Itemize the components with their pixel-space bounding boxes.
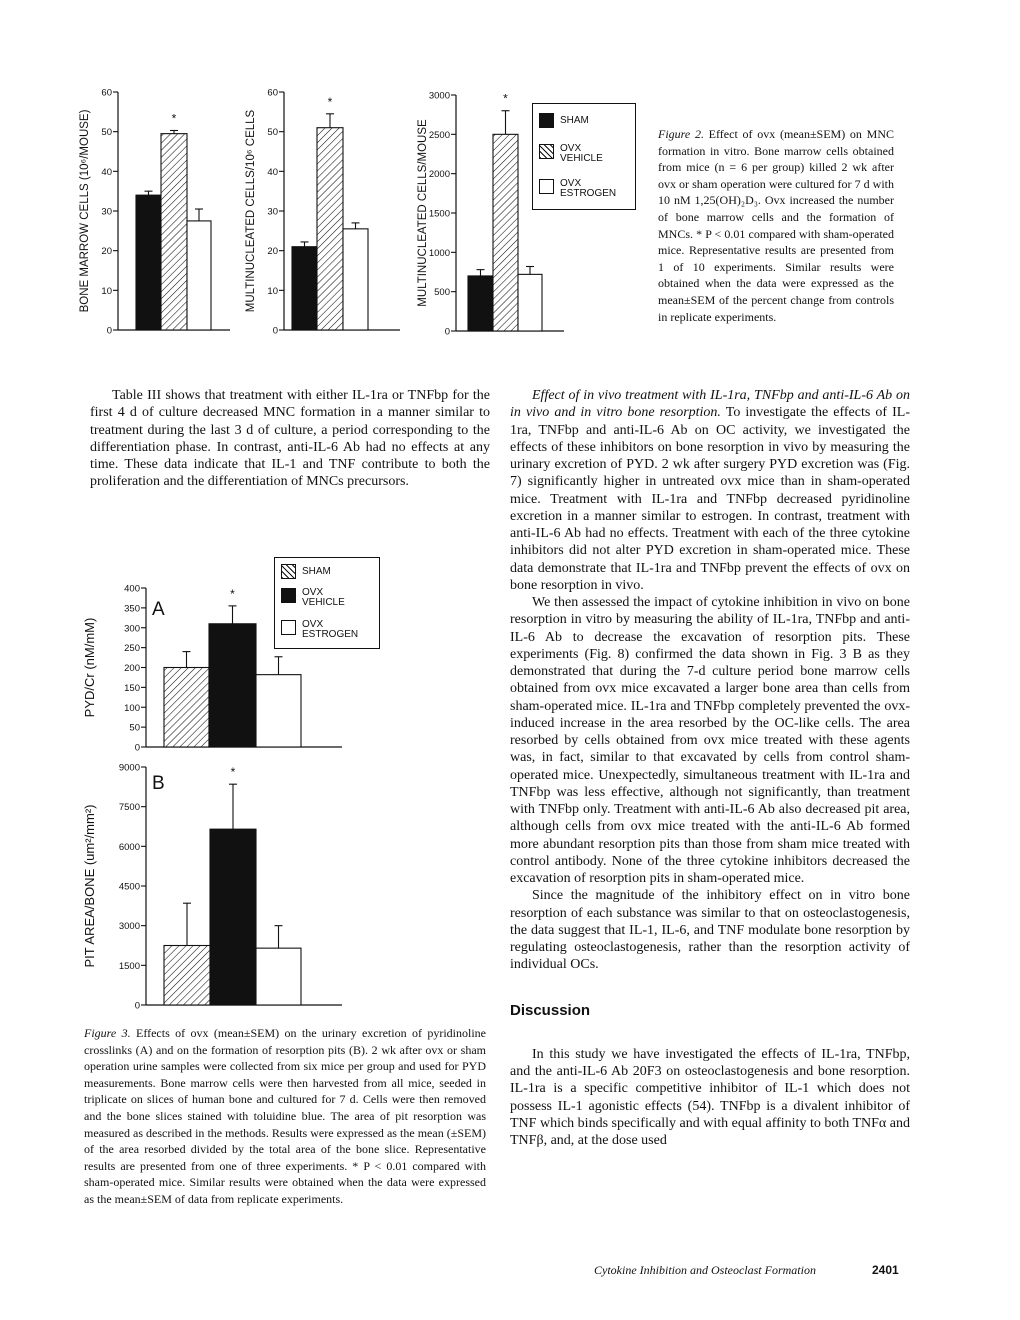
running-footer-title: Cytokine Inhibition and Osteoclast Formation: [594, 1263, 816, 1277]
y-tick-label: 30: [267, 206, 278, 218]
y-tick-label: 3000: [118, 921, 140, 933]
legend-item-ovx-vehicle: [281, 588, 345, 608]
legend-item-sham: [539, 113, 589, 128]
legend-label-line: OVX: [560, 178, 582, 189]
significance-marker: *: [327, 94, 333, 109]
legend-item-ovx-estrogen: [539, 179, 616, 199]
y-tick-label: 150: [124, 682, 140, 694]
legend-label-line: OVX: [302, 587, 324, 598]
legend-swatch-solid: [281, 588, 296, 603]
bar-ovx-vehicle: [493, 134, 518, 331]
y-tick-label: 20: [267, 246, 278, 258]
y-tick-label: 300: [124, 623, 140, 635]
significance-marker: *: [230, 765, 236, 780]
legend-item-sham: [281, 564, 331, 579]
legend-label-line: OVX: [560, 143, 582, 154]
y-axis-label: PIT AREA/BONE (um²/mm²): [82, 804, 97, 968]
bar-ovx-estrogen: [518, 274, 542, 331]
figure2-caption-text: Effect of ovx (mean±SEM) on MNC formation in vitro. Bone marrow cells obtained from mice (n = 6 per group) killed 2 wk after ovx or sham operation were cultured for 7 d with 10 nM 1,25(OH)₂D₃. Ovx increased the number of bone marrow cells and the formation of MNCs. * P < 0.01 compared with sham-operated mice. Representative results are presented from 1 of 10 experiments. Similar results were obtained when the data were expressed as the mean±SEM of the percent change from controls in replicate experiments.: [658, 127, 894, 324]
y-tick-label: 60: [101, 87, 112, 99]
y-axis: [267, 88, 400, 337]
y-tick-label: 50: [129, 722, 140, 734]
y-tick-label: 500: [434, 287, 450, 299]
page-number: 2401: [872, 1263, 899, 1277]
legend-label: SHAM: [560, 115, 589, 126]
bar-sham: [164, 668, 209, 748]
y-tick-label: 1000: [428, 247, 450, 259]
y-tick-label: 10: [101, 285, 112, 297]
bar-ovx-estrogen: [343, 229, 368, 330]
y-tick-label: 6000: [118, 841, 140, 853]
legend-label: [560, 144, 603, 164]
y-axis-label: PYD/Cr (nM/mM): [82, 617, 97, 718]
bar-ovx-vehicle: [317, 128, 343, 330]
y-tick-label: 50: [101, 127, 112, 139]
y-tick-label: 1500: [118, 960, 140, 972]
y-axis-label: MULTINUCLEATED CELLS/MOUSE: [417, 119, 429, 307]
y-tick-label: 100: [124, 702, 140, 714]
significance-marker: *: [503, 91, 508, 106]
legend-swatch-open: [539, 179, 554, 194]
bar-sham: [164, 946, 210, 1006]
legend-label-line: VEHICLE: [302, 597, 345, 608]
legend-swatch-hatched: [539, 144, 554, 159]
figure3-caption: [84, 1025, 486, 1208]
y-tick-label: 250: [124, 643, 140, 655]
y-tick-label: 0: [444, 326, 450, 338]
y-tick-label: 0: [272, 325, 278, 337]
y-tick-label: 0: [134, 742, 140, 754]
bar-sham: [292, 247, 317, 330]
y-axis: [119, 763, 342, 1012]
paragraph-heading: Effect of in vivo treatment with IL-1ra, TNFbp and anti-IL-6 Ab on in vivo and in vitro bone resorption.: [510, 388, 910, 421]
legend-item-ovx-estrogen: [281, 620, 358, 640]
legend-label-line: VEHICLE: [560, 153, 603, 164]
legend-label: [302, 620, 358, 640]
section-heading: Discussion: [510, 1001, 591, 1019]
legend-label: [302, 588, 345, 608]
y-tick-label: 400: [124, 583, 140, 595]
paragraph-text: To investigate the effects of IL-1ra, TNFbp and anti-IL-6 Ab on OC activity, we investigated the effects of these inhibitors on bone resorption in vivo by measuring the urinary excretion of PYD. 2 wk after surgery PYD excretion was (Fig. 7) significantly higher in untreated ovx mice than in sham-operated mice. Treatment with IL-1ra and TNFbp decreased pyridinoline excretion in a manner similar to estrogen. In contrast, treatment with anti-IL-6 Ab had no effects. Treatment with each of the three cytokine inhibitors did not alter PYD excretion in sham-operated mice. These data demonstrate that IL-1ra and TNFbp prevent the effects of ovx on bone resorption in vivo.: [510, 405, 910, 593]
figure3-legend: [274, 557, 380, 649]
y-tick-label: 60: [267, 87, 278, 99]
bar-sham: [468, 276, 493, 331]
legend-item-ovx-vehicle: [539, 144, 603, 164]
figure3-caption-label: Figure 3.: [84, 1026, 131, 1040]
panel-label: A: [152, 599, 165, 620]
y-tick-label: 0: [134, 1000, 140, 1012]
y-tick-label: 350: [124, 603, 140, 615]
significance-marker: *: [171, 111, 177, 126]
figure2-caption: [658, 126, 894, 325]
left-paragraph: [90, 387, 490, 491]
legend-label: [560, 179, 616, 199]
y-tick-label: 50: [267, 127, 278, 139]
y-tick-label: 30: [101, 206, 112, 218]
y-tick-label: 40: [101, 166, 112, 178]
y-tick-label: 2500: [428, 129, 450, 141]
paragraph: [510, 387, 910, 594]
figure2-legend: [532, 103, 636, 210]
y-tick-label: 1500: [428, 208, 450, 220]
legend-swatch-hatched: [281, 564, 296, 579]
y-tick-label: 3000: [428, 90, 450, 102]
bar-ovx-estrogen: [256, 948, 301, 1005]
legend-label-line: ESTROGEN: [302, 629, 359, 640]
y-tick-label: 7500: [118, 802, 140, 814]
right-column: [510, 387, 910, 1149]
panel-label: B: [152, 773, 165, 794]
figure2-caption-label: Figure 2.: [658, 127, 704, 141]
bar-ovx-vehicle: [210, 829, 256, 1005]
bar-sham: [136, 195, 161, 330]
y-tick-label: 40: [267, 166, 278, 178]
legend-swatch-open: [281, 620, 296, 635]
paragraph: In this study we have investigated the effects of IL-1ra, TNFbp, and the anti-IL-6 Ab 20F3 on osteoclastogenesis and bone resorption. IL-1ra is a specific competitive inhibitor of IL-1 which does not possess IL-1 agonistic effects (54). TNFbp is a divalent inhibitor of TNF which binds specifically and with equal affinity to both TNFα and TNFβ, and, at the dose used: [510, 1046, 910, 1148]
y-tick-label: 10: [267, 285, 278, 297]
y-tick-label: 9000: [118, 762, 140, 774]
paragraph: Since the magnitude of the inhibitory effect on in vitro bone resorption of each substance was similar to that on osteoclastogenesis, the data suggest that IL-1, IL-6, and TNF modulate bone resorption by regulating osteoclastogenesis, rather than the resorption activity of individual OCs.: [510, 888, 910, 973]
legend-swatch-solid: [539, 113, 554, 128]
legend-label: SHAM: [302, 566, 331, 577]
y-axis-label: BONE MARROW CELLS (10⁶/MOUSE): [79, 109, 91, 313]
bar-ovx-vehicle: [209, 624, 256, 747]
y-tick-label: 4500: [118, 881, 140, 893]
y-axis: [101, 88, 230, 337]
legend-label-line: OVX: [302, 619, 324, 630]
y-tick-label: 2000: [428, 169, 450, 181]
bar-ovx-estrogen: [187, 221, 211, 330]
y-tick-label: 200: [124, 663, 140, 674]
paragraph: We then assessed the impact of cytokine inhibition in vivo on bone resorption in vitro by measuring the ability of IL-1ra, TNFbp and anti-IL-6 Ab to decrease the excavation of resorption pits. These experiments (Fig. 8) confirmed the data shown in Fig. 3 B as they demonstrated that during the 7-d culture period bone marrow cells obtained from ovx mice excavated a larger bone area than cells from sham-operated mice. IL-1ra and TNFbp completely prevented the ovx-induced increase in the area resorbed by the OC-like cells. The area resorbed by cells obtained from ovx mice treated with these agents was, in fact, similar to that excavated by cells from control sham-operated mice. Unexpectedly, simultaneous treatment with IL-1ra and TNFbp was less effective, although not significantly, than treatment with TNFbp only. Treatment with anti-IL-6 Ab also decreased pit area, although cells from ovx mice treated with the anti-IL-6 Ab formed more abundant resorption pits than those from sham mice treated with control antibody. None of the three cytokine inhibitors decreased the excavation of resorption pits in sham-operated mice.: [510, 595, 910, 886]
bar-ovx-vehicle: [161, 134, 187, 330]
y-tick-label: 20: [101, 246, 112, 258]
bar-ovx-estrogen: [256, 675, 301, 747]
significance-marker: *: [230, 586, 235, 601]
paragraph: Table III shows that treatment with either IL-1ra or TNFbp for the first 4 d of culture decreased MNC formation in a manner similar to treatment during the last 3 d of culture, a period corresponding to the differentiation phase. In contrast, anti-IL-6 Ab had no effects at any time. These data indicate that IL-1 and TNF contribute to both the proliferation and the differentiation of MNCs precursors.: [90, 388, 490, 490]
figure3-caption-text: Effects of ovx (mean±SEM) on the urinary excretion of pyridinoline crosslinks (A) and on the formation of resorption pits (B). 2 wk after ovx or sham operation urine samples were collected from six mice per group and used for PYD measurements. Bone marrow cells were then harvested from all mice, seeded in triplicate on slices of human bone and cultured for 7 d. Cells were then removed and the bone slices stained with toluidine blue. The area of pit resorption was measured as described in the methods. Results were expressed as the mean (±SEM) of the area resorbed divided by the total area of the bone slice. Representative results are presented from one of three experiments. * P < 0.01 compared with sham-operated mice. Similar results were obtained when the data were expressed as the mean±SEM of data from replicate experiments.: [84, 1026, 487, 1206]
legend-label-line: ESTROGEN: [560, 188, 617, 199]
y-axis-label: MULTINUCLEATED CELLS/10⁶ CELLS: [245, 109, 257, 313]
y-tick-label: 0: [106, 325, 112, 337]
